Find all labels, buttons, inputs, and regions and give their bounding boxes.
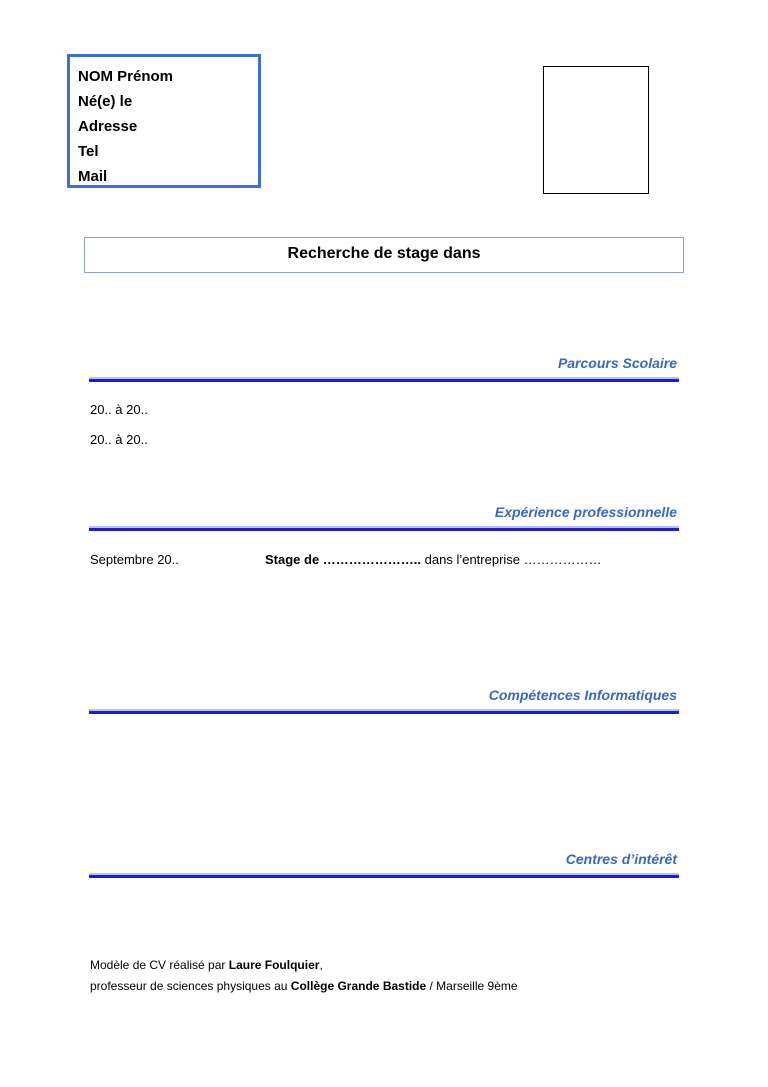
experience-date: Septembre 20.. (90, 552, 179, 567)
experience-detail (265, 552, 602, 567)
footer-line-1 (90, 955, 518, 976)
section-rule-interests (89, 875, 679, 878)
school-row-2: 20.. à 20.. (90, 432, 148, 447)
footer-line-2 (90, 976, 518, 997)
footer-comma: , (319, 958, 323, 972)
section-heading-school: Parcours Scolaire (557, 355, 677, 371)
experience-company: dans l’entreprise ……………… (421, 552, 602, 567)
photo-placeholder (543, 66, 649, 194)
section-rule-experience (89, 528, 679, 531)
school-row-1: 20.. à 20.. (90, 402, 148, 417)
identity-name: NOM Prénom (78, 68, 174, 85)
section-heading-computer: Compétences Informatiques (488, 687, 677, 703)
section-heading-interests: Centres d’intérêt (565, 851, 677, 867)
identity-box (67, 54, 261, 188)
footer-author: Laure Foulquier (228, 958, 320, 972)
page-title: Recherche de stage dans (287, 245, 481, 262)
identity-tel: Tel (78, 143, 99, 160)
experience-stage: Stage de ………………….. (265, 552, 422, 567)
identity-address: Adresse (78, 118, 138, 135)
footer-credit (90, 955, 518, 997)
identity-birth: Né(e) le (78, 93, 133, 110)
footer-school: Collège Grande Bastide (290, 979, 427, 993)
section-rule-computer (89, 711, 679, 714)
section-rule-school (89, 379, 679, 382)
footer-city: / Marseille 9ème (426, 979, 518, 993)
footer-role: professeur de sciences physiques au (90, 979, 291, 993)
section-heading-experience: Expérience professionnelle (494, 504, 677, 520)
identity-mail: Mail (78, 168, 108, 185)
footer-prefix: Modèle de CV réalisé par (90, 958, 229, 972)
title-box (84, 237, 684, 273)
